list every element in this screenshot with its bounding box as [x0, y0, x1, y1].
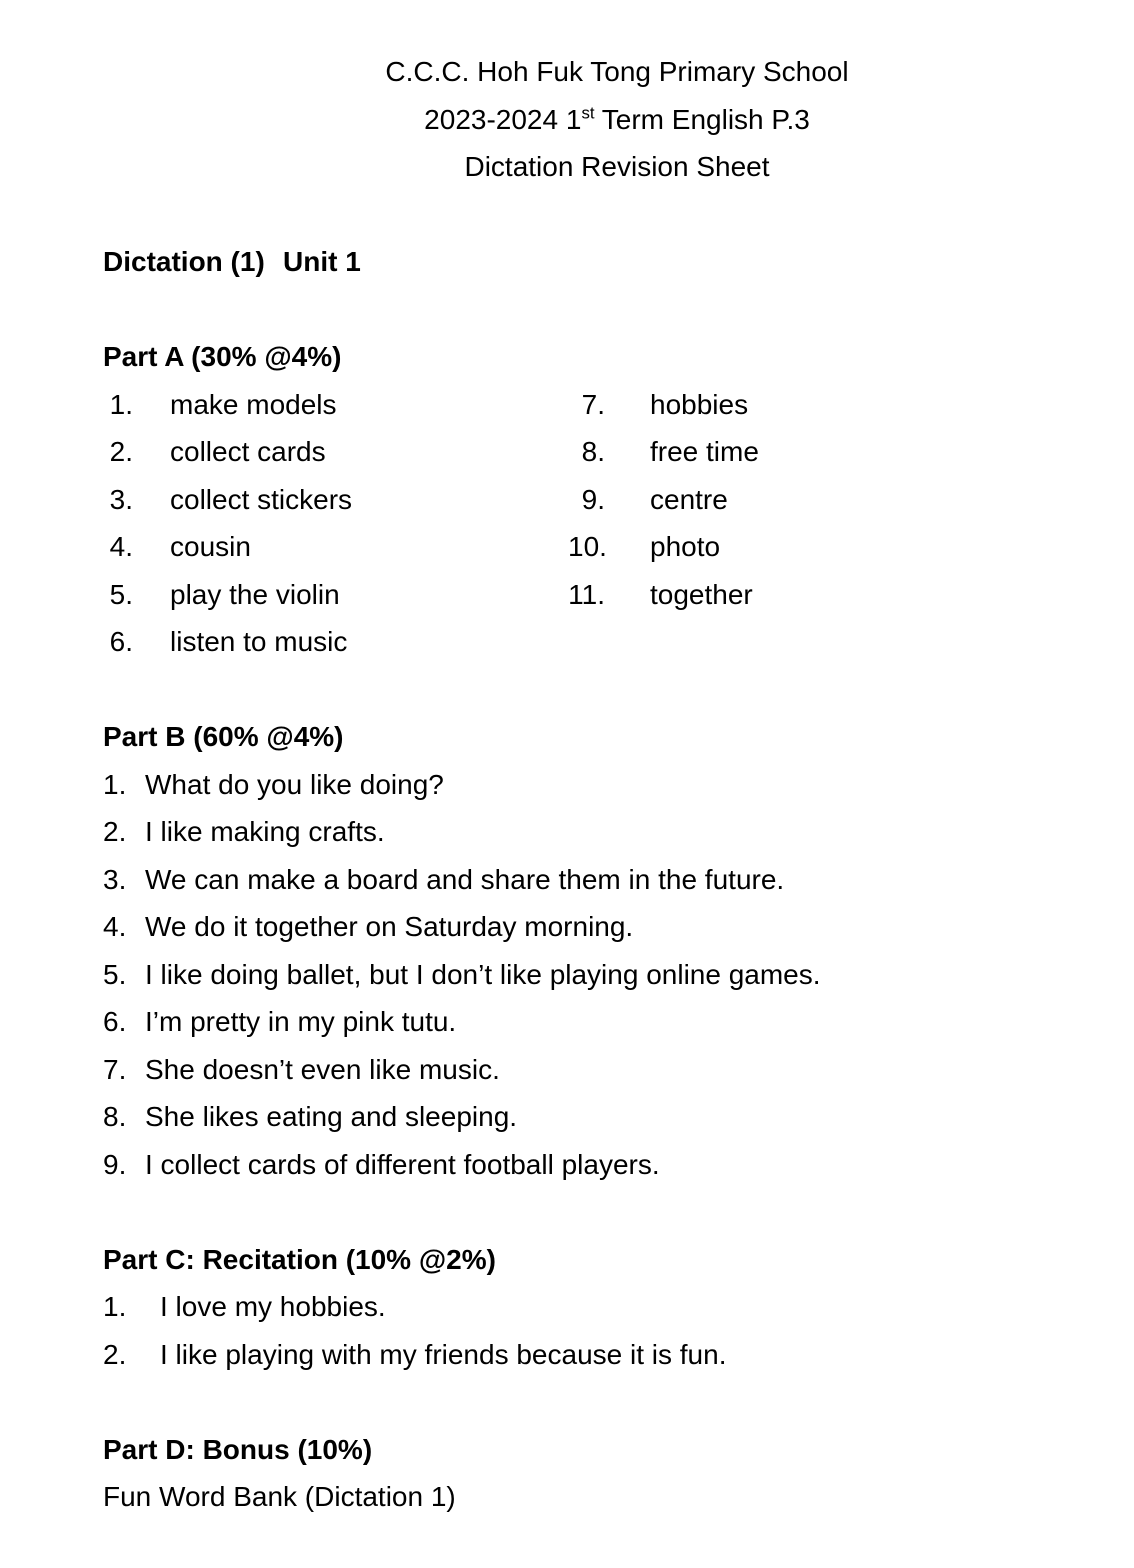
- part-b-sentence-list: [103, 761, 1131, 1189]
- spacer: [103, 1378, 1131, 1426]
- part-a-left-column: [103, 381, 568, 666]
- list-item: [103, 998, 1131, 1046]
- list-item-number: 8.: [103, 1101, 127, 1132]
- list-item-text: collect cards: [170, 436, 326, 467]
- dictation-label: Dictation (1): [103, 246, 265, 277]
- list-item-number: 5.: [109, 578, 133, 610]
- list-item-text: We do it together on Saturday morning.: [145, 911, 634, 942]
- part-b-heading: Part B (60% @4%): [103, 721, 344, 752]
- dictation-heading: [103, 238, 1131, 286]
- list-item-text: What do you like doing?: [145, 768, 444, 800]
- list-item: [103, 571, 568, 619]
- ordinal-superscript: st: [581, 103, 595, 123]
- list-item-number: 6.: [103, 1006, 127, 1037]
- part-d-subheading: Fun Word Bank (Dictation 1): [103, 1481, 456, 1512]
- list-item-number: 7.: [581, 388, 605, 420]
- unit-label: Unit 1: [283, 246, 361, 277]
- spacer: [103, 1188, 1131, 1236]
- list-item: [103, 1046, 1131, 1094]
- list-item: [568, 523, 1131, 571]
- list-item: [568, 571, 1131, 619]
- spacer: [103, 666, 1131, 714]
- list-item: [103, 761, 1131, 809]
- list-item: [103, 428, 568, 476]
- list-item-text: together: [650, 578, 753, 610]
- list-item: [103, 523, 568, 571]
- list-item-number: 6.: [109, 626, 133, 657]
- list-item-text: collect stickers: [170, 483, 353, 515]
- list-item-text: I’m pretty in my pink tutu.: [145, 1006, 457, 1037]
- list-item-text: I like making crafts.: [145, 816, 385, 847]
- list-item-number: 7.: [103, 1053, 127, 1085]
- spacer: [103, 286, 1131, 334]
- list-item-number: 1.: [103, 768, 127, 800]
- list-item-text: hobbies: [650, 388, 749, 420]
- list-item-text: She likes eating and sleeping.: [145, 1101, 518, 1132]
- term-suffix: Term English P.3: [594, 103, 810, 135]
- list-item-number: 2.: [109, 436, 133, 467]
- list-item-number: 1.: [103, 1291, 127, 1322]
- list-item: [103, 1331, 1131, 1379]
- list-item: [103, 1141, 1131, 1189]
- list-item: [568, 428, 1131, 476]
- sheet-title: Dictation Revision Sheet: [464, 151, 770, 182]
- part-a-word-list: [103, 381, 1131, 666]
- list-item-number: 10.: [568, 531, 607, 562]
- part-c-heading: Part C: Recitation (10% @2%): [103, 1243, 496, 1275]
- list-item: [103, 1093, 1131, 1141]
- school-name: C.C.C. Hoh Fuk Tong Primary School: [385, 56, 849, 87]
- list-item-text: photo: [650, 531, 721, 562]
- list-item-number: 2.: [103, 816, 127, 847]
- list-item-number: 4.: [103, 911, 127, 942]
- list-item-text: play the violin: [170, 578, 340, 610]
- list-item: [568, 476, 1131, 524]
- list-item-text: cousin: [170, 531, 251, 562]
- list-item: [103, 618, 568, 666]
- list-item-number: 3.: [103, 863, 127, 895]
- list-item-text: centre: [650, 483, 728, 515]
- list-item-text: make models: [170, 388, 337, 420]
- list-item-number: 3.: [109, 483, 133, 515]
- list-item-number: 11.: [568, 578, 605, 610]
- list-item: [103, 476, 568, 524]
- list-item-text: I like doing ballet, but I don’t like playing online games.: [145, 958, 821, 990]
- list-item: [103, 856, 1131, 904]
- list-item-number: 9.: [581, 483, 605, 515]
- list-item-text: She doesn’t even like music.: [145, 1053, 500, 1085]
- list-item-text: We can make a board and share them in the future.: [145, 863, 785, 895]
- spacer: [103, 191, 1131, 239]
- list-item-number: 1.: [109, 388, 133, 420]
- term-prefix: 2023-2024 1: [424, 103, 582, 135]
- list-item-text: I love my hobbies.: [160, 1291, 386, 1322]
- list-item-number: 9.: [103, 1148, 127, 1180]
- list-item-text: listen to music: [170, 626, 348, 657]
- list-item: [103, 951, 1131, 999]
- list-item-text: I like playing with my friends because it is fun.: [160, 1338, 727, 1370]
- list-item-number: 8.: [581, 436, 605, 467]
- part-d-heading: Part D: Bonus (10%): [103, 1433, 373, 1465]
- list-item: [103, 1283, 1131, 1331]
- list-item-text: I collect cards of different football players.: [145, 1148, 660, 1180]
- list-item: [103, 381, 568, 429]
- term-line: [103, 96, 1131, 144]
- part-c-recitation-list: [103, 1283, 1131, 1378]
- list-item-number: 4.: [109, 531, 133, 562]
- list-item-text: free time: [650, 436, 759, 467]
- list-item-number: 5.: [103, 958, 127, 990]
- list-item: [103, 903, 1131, 951]
- part-a-right-column: [568, 381, 1131, 666]
- list-item-number: 2.: [103, 1338, 127, 1370]
- list-item: [103, 808, 1131, 856]
- list-item: [568, 381, 1131, 429]
- part-a-heading: Part A (30% @4%): [103, 341, 342, 372]
